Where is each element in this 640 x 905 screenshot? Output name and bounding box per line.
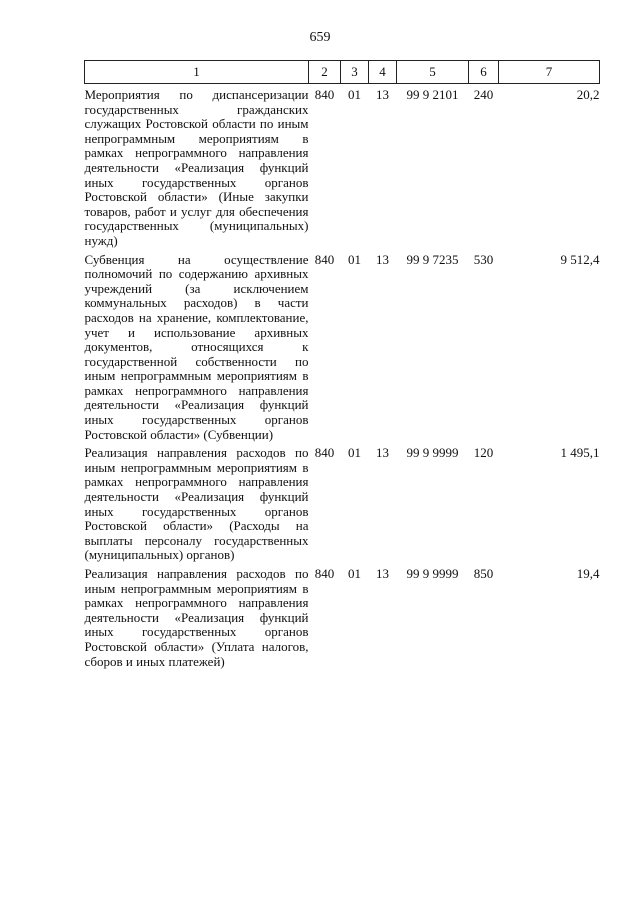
row-section-code: 01: [348, 251, 361, 267]
table-header-row: [85, 61, 600, 84]
table-row: [85, 84, 600, 249]
row-description: Мероприятия по диспансеризации государственных гражданских служащих Ростовской области по иным непрограммным мероприятиям в рамках непрограммного направления деятельности «Реализация функций иных государственных органов Ростовской области» (Иные закупки товаров, работ и услуг для обеспечения государственных (муниципальных) нужд): [84, 87, 309, 248]
row-subsection-code: 13: [376, 87, 389, 102]
header-col-7: 7: [499, 61, 600, 84]
row-expense-type: 240: [473, 87, 494, 102]
row-ministry-code: 840: [314, 87, 335, 102]
row-amount: 9 512,4: [560, 251, 600, 267]
page-number: 659: [309, 30, 331, 45]
table-row: [85, 249, 600, 443]
row-amount: 19,4: [576, 566, 600, 581]
header-col-2: 2: [309, 61, 341, 84]
header-col-4: 4: [369, 61, 397, 84]
row-subsection-code: 13: [376, 251, 389, 267]
row-ministry-code: 840: [314, 445, 335, 461]
row-section-code: 01: [348, 445, 361, 461]
row-subsection-code: 13: [376, 566, 389, 581]
budget-table: [84, 60, 600, 669]
row-subsection-code: 13: [376, 445, 389, 461]
table-row: [85, 442, 600, 563]
row-description: Субвенция на осуществление полномочий по содержанию архивных учреждений (за исключением коммунальных расходов) в части расходов на хранение, комплектование, учет и использование архивных документов, относящихся к государственной собственности по иным непрограммным мероприятиям в рамках непрограммного направления деятельности «Реализация функций иных государственных органов Ростовской области» (Субвенции): [84, 251, 309, 442]
header-col-3: 3: [341, 61, 369, 84]
row-ministry-code: 840: [314, 566, 335, 581]
row-target-article: 99 9 2101: [406, 87, 459, 102]
row-amount: 20,2: [576, 87, 600, 102]
table-row: [85, 563, 600, 669]
header-col-6: 6: [469, 61, 499, 84]
row-section-code: 01: [348, 87, 361, 102]
header-col-1: 1: [85, 61, 309, 84]
row-section-code: 01: [348, 566, 361, 581]
row-expense-type: 120: [473, 445, 494, 461]
row-target-article: 99 9 9999: [406, 566, 459, 581]
row-target-article: 99 9 7235: [406, 251, 459, 267]
row-expense-type: 850: [473, 566, 494, 581]
row-description: Реализация направления расходов по иным непрограммным мероприятиям в рамках непрограммного направления деятельности «Реализация функций иных государственных органов Ростовской области» (Расходы на выплаты персоналу государственных (муниципальных) органов): [84, 445, 309, 563]
row-ministry-code: 840: [314, 251, 335, 267]
header-col-5: 5: [397, 61, 469, 84]
row-amount: 1 495,1: [560, 445, 600, 461]
row-target-article: 99 9 9999: [406, 445, 459, 461]
row-expense-type: 530: [473, 251, 494, 267]
row-description: Реализация направления расходов по иным непрограммным мероприятиям в рамках непрограммного направления деятельности «Реализация функций иных государственных органов Ростовской области» (Уплата налогов, сборов и иных платежей): [84, 566, 309, 669]
